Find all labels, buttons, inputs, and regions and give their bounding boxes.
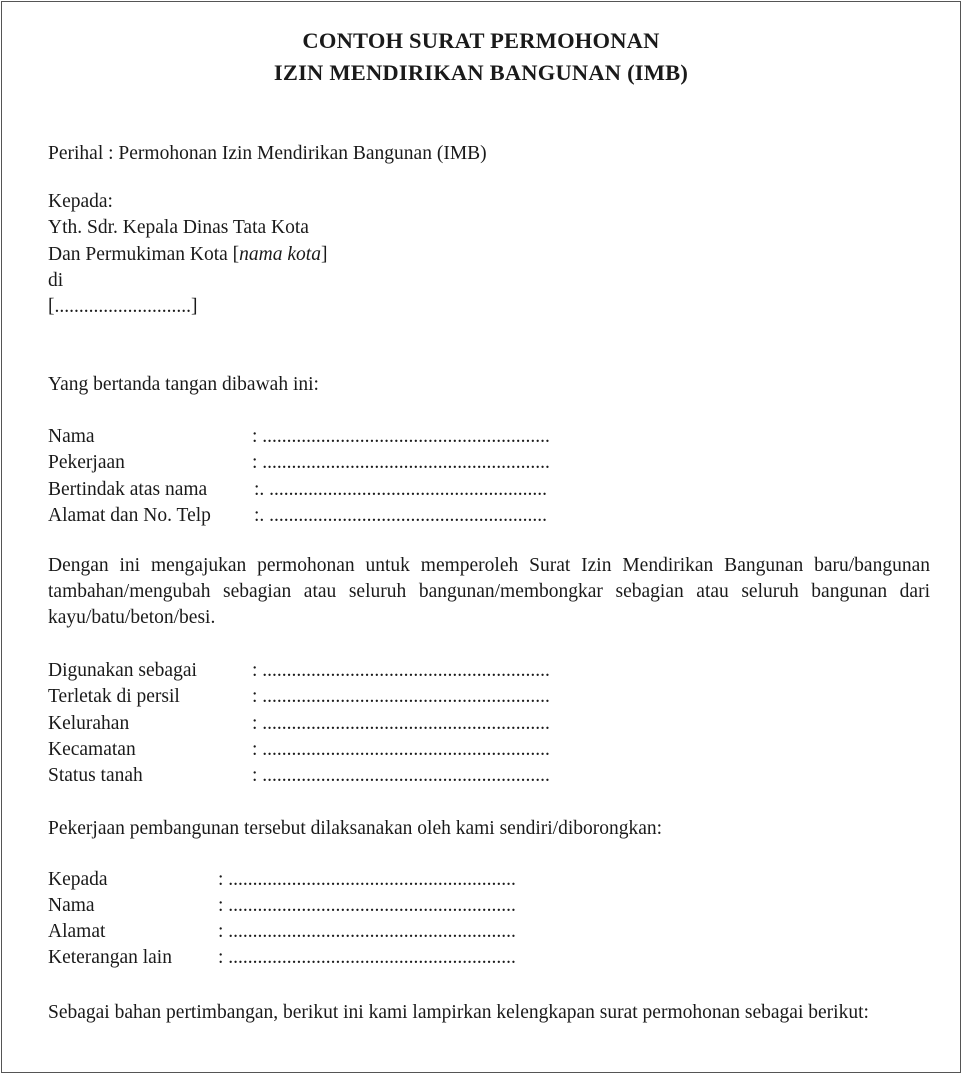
field-value: :. ......................................................... <box>254 479 548 500</box>
recipient-line-2-suffix: ] <box>320 244 328 265</box>
field-value: : ........................................................... <box>252 686 550 707</box>
recipient-line-1: Yth. Sdr. Kepala Dinas Tata Kota <box>48 217 309 238</box>
intro-text: Yang bertanda tangan dibawah ini: <box>48 374 319 395</box>
field-label: Status tanah <box>48 765 143 786</box>
field-value: :. ......................................................... <box>254 505 548 526</box>
field-label: Nama <box>48 895 95 916</box>
title-line-1: CONTOH SURAT PERMOHONAN <box>302 28 660 53</box>
field-value: : ........................................................... <box>252 765 550 786</box>
recipient-line-2-prefix: Dan Permukiman Kota [ <box>48 244 240 265</box>
recipient-di: di <box>48 270 64 291</box>
field-value: : ........................................................... <box>252 452 550 473</box>
field-label: Terletak di persil <box>48 686 180 707</box>
recipient-line-2 <box>48 244 327 266</box>
closing-paragraph: Sebagai bahan pertimbangan, berikut ini kami lampirkan kelengkapan surat permohonan sebagai berikut: <box>48 1002 869 1023</box>
field-label: Digunakan sebagai <box>48 660 197 681</box>
request-paragraph: Dengan ini mengajukan permohonan untuk memperoleh Surat Izin Mendirikan Bangunan baru/bangunan tambahan/mengubah sebagian atau seluruh bangunan/membongkar sebagian atau seluruh bangunan dari kayu/batu/beton/besi. <box>48 555 930 628</box>
field-value: : ........................................................... <box>218 921 516 942</box>
letter-page <box>1 1 961 1073</box>
field-label: Pekerjaan <box>48 452 125 473</box>
field-label: Alamat <box>48 921 106 942</box>
city-placeholder: nama kota <box>239 244 321 265</box>
subject-line: Perihal : Permohonan Izin Mendirikan Bangunan (IMB) <box>48 143 487 164</box>
field-label: Kecamatan <box>48 739 136 760</box>
field-value: : ........................................................... <box>252 739 550 760</box>
title-line-2: IZIN MENDIRIKAN BANGUNAN (IMB) <box>273 60 689 85</box>
field-label: Alamat dan No. Telp <box>48 505 211 526</box>
field-value: : ........................................................... <box>218 947 516 968</box>
field-label: Nama <box>48 426 95 447</box>
field-label: Keterangan lain <box>48 947 172 968</box>
recipient-place: [............................] <box>48 296 198 317</box>
recipient-kepada: Kepada: <box>48 191 113 212</box>
field-value: : ........................................................... <box>252 713 550 734</box>
field-label: Bertindak atas nama <box>48 479 208 500</box>
field-label: Kepada <box>48 869 108 890</box>
field-value: : ........................................................... <box>252 660 550 681</box>
field-value: : ........................................................... <box>218 895 516 916</box>
field-label: Kelurahan <box>48 713 130 734</box>
field-value: : ........................................................... <box>252 426 550 447</box>
field-value: : ........................................................... <box>218 869 516 890</box>
execution-text: Pekerjaan pembangunan tersebut dilaksanakan oleh kami sendiri/diborongkan: <box>48 818 663 839</box>
